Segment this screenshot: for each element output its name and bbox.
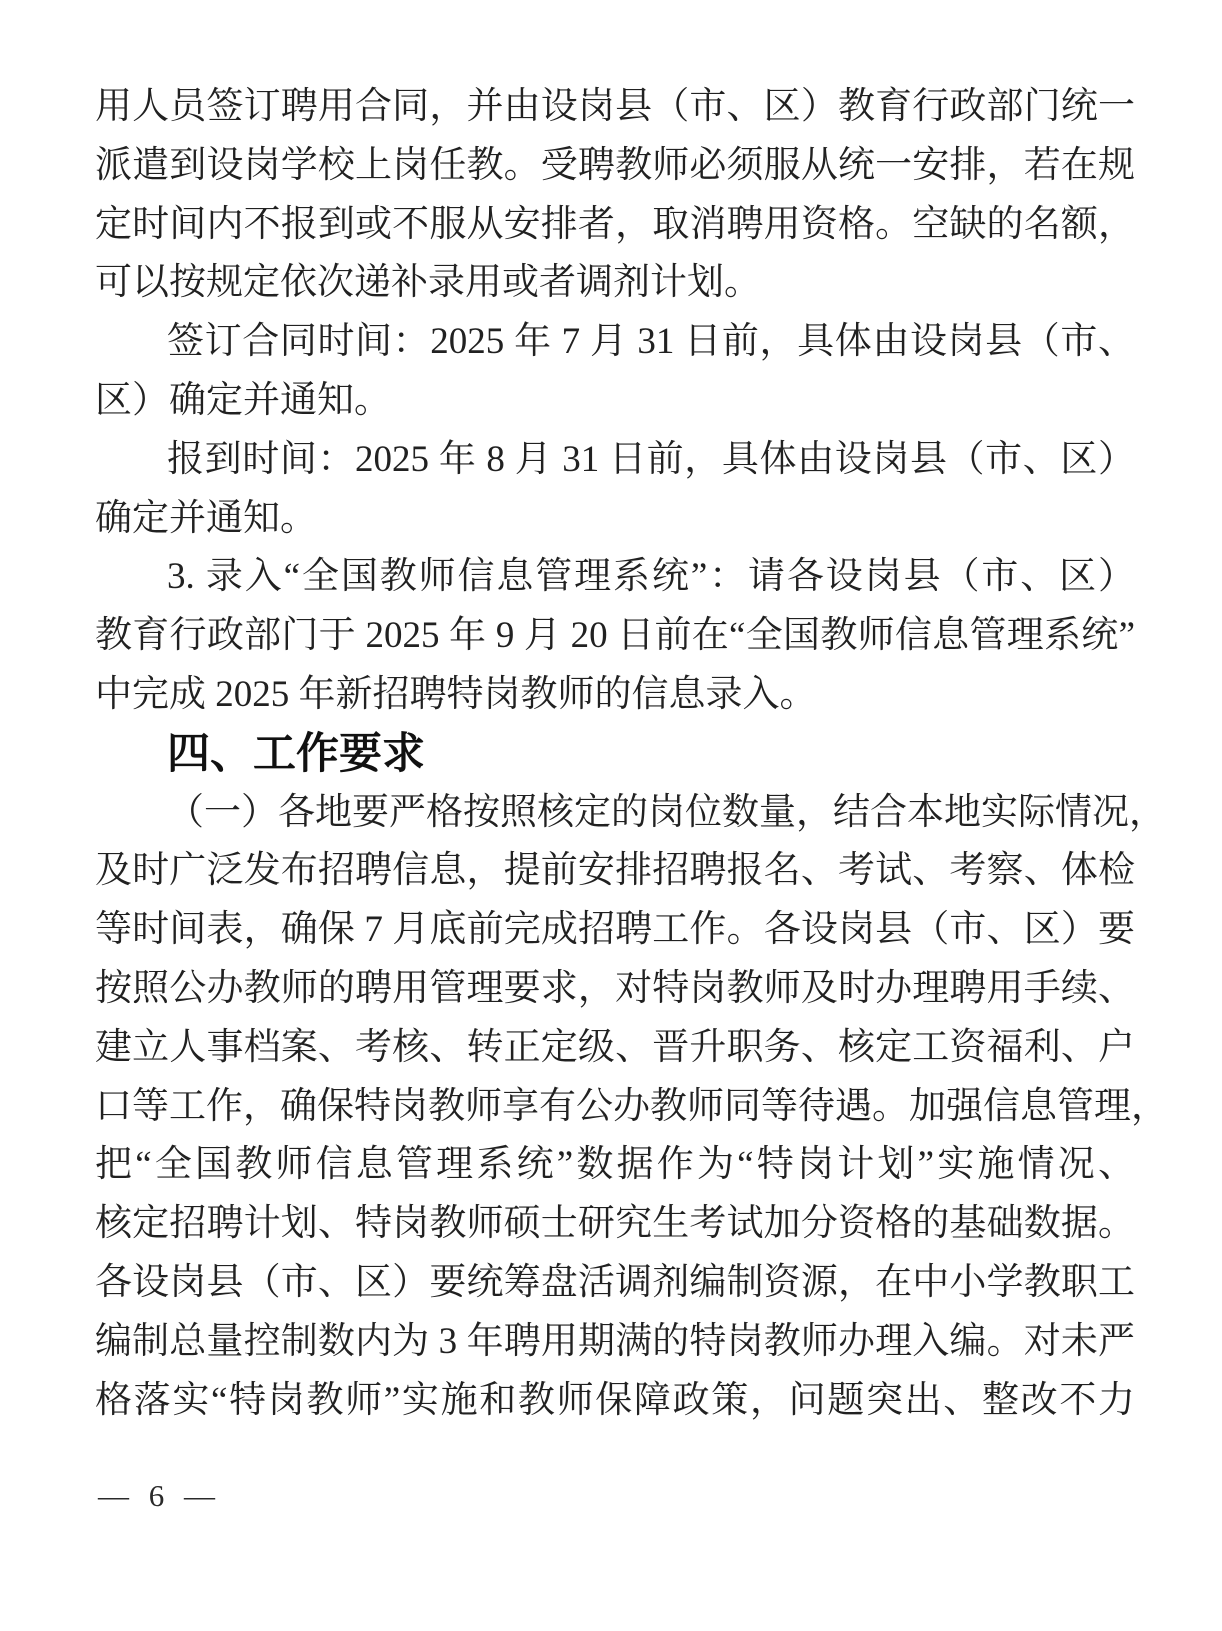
text-line: 格落实“特岗教师”实施和教师保障政策，问题突出、整改不力 <box>95 1379 1135 1421</box>
text-line: 核定招聘计划、特岗教师硕士研究生考试加分资格的基础数据。 <box>95 1203 1135 1245</box>
text-line: 报到时间：2025 年 8 月 31 日前，具体由设岗县（市、区） <box>167 438 1135 480</box>
text-line: 等时间表，确保 7 月底前完成招聘工作。各设岗县（市、区）要 <box>95 909 1135 951</box>
text-line: 可以按规定依次递补录用或者调剂计划。 <box>95 262 761 304</box>
text-line: 口等工作，确保特岗教师享有公办教师同等待遇。加强信息管理， <box>95 1085 1168 1127</box>
text-line: 按照公办教师的聘用管理要求，对特岗教师及时办理聘用手续、 <box>95 967 1135 1009</box>
text-line: 签订合同时间：2025 年 7 月 31 日前，具体由设岗县（市、 <box>167 321 1135 363</box>
text-line: 编制总量控制数内为 3 年聘用期满的特岗教师办理入编。对未严 <box>95 1320 1135 1362</box>
page-footer <box>98 1478 221 1514</box>
text-line: 派遣到设岗学校上岗任教。受聘教师必须服从统一安排，若在规 <box>95 144 1135 186</box>
page-number: — 6 — <box>98 1478 221 1513</box>
document-body <box>95 78 1168 1430</box>
text-line: （一）各地要严格按照核定的岗位数量，结合本地实际情况， <box>167 791 1166 833</box>
text-line: 建立人事档案、考核、转正定级、晋升职务、核定工资福利、户 <box>95 1026 1135 1068</box>
text-line: 各设岗县（市、区）要统筹盘活调剂编制资源，在中小学教职工 <box>95 1261 1135 1303</box>
text-line: 定时间内不报到或不服从安排者，取消聘用资格。空缺的名额， <box>95 203 1135 245</box>
text-line: 中完成 2025 年新招聘特岗教师的信息录入。 <box>95 673 817 715</box>
text-line: 区）确定并通知。 <box>95 379 391 421</box>
text-line: 教育行政部门于 2025 年 9 月 20 日前在“全国教师信息管理系统” <box>95 615 1135 657</box>
text-line: 确定并通知。 <box>95 497 317 539</box>
text-line: 3. 录入“全国教师信息管理系统”：请各设岗县（市、区） <box>167 556 1135 598</box>
text-line: 及时广泛发布招聘信息，提前安排招聘报名、考试、考察、体检 <box>95 850 1135 892</box>
text-line: 把“全国教师信息管理系统”数据作为“特岗计划”实施情况、 <box>95 1144 1135 1186</box>
section-heading: 四、工作要求 <box>167 729 425 778</box>
text-line: 用人员签订聘用合同，并由设岗县（市、区）教育行政部门统一 <box>95 86 1135 127</box>
